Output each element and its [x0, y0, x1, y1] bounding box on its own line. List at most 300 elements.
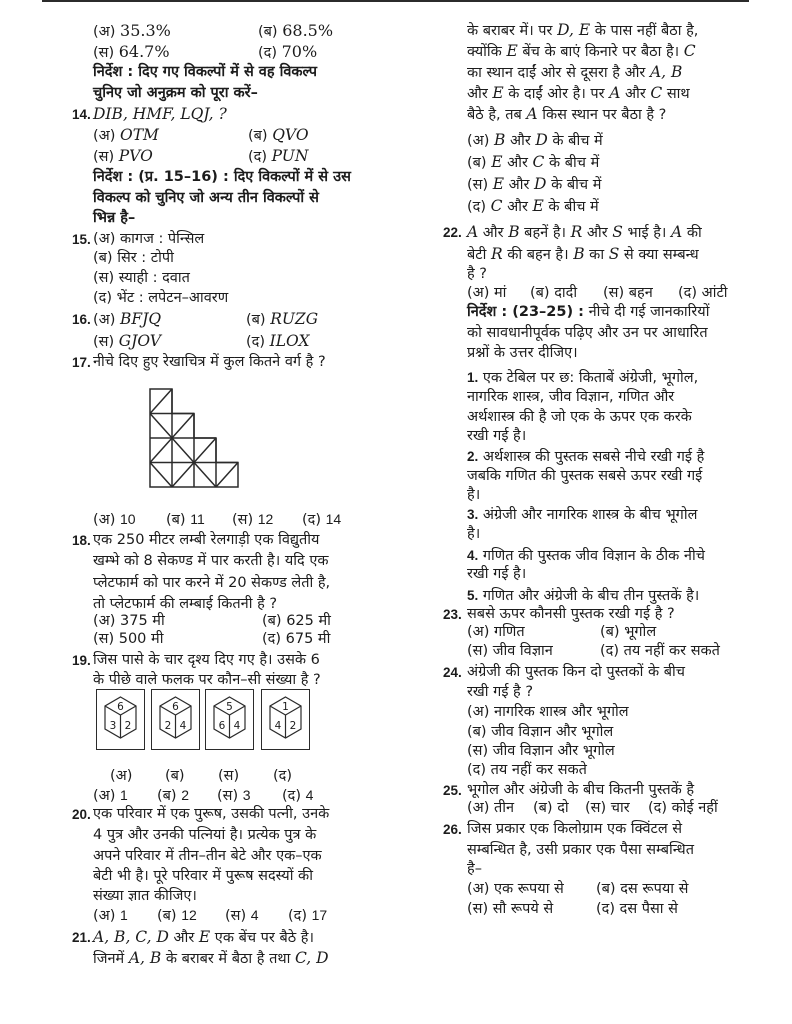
option-label: (स)	[603, 285, 625, 301]
option-label: (द)	[262, 631, 282, 647]
option-value: 1	[120, 787, 128, 803]
q13-option-a	[93, 20, 171, 41]
info-line: है।	[467, 526, 481, 542]
q20-option-d	[288, 905, 327, 926]
text: साथ	[662, 86, 690, 102]
q26-option-d	[596, 899, 678, 920]
math-text: R	[490, 245, 503, 263]
question-number: 21.	[72, 930, 91, 945]
option-label: (ब)	[166, 512, 186, 528]
math-text: A	[526, 105, 538, 123]
option-value: 4	[250, 907, 259, 923]
q26-option-c	[467, 899, 553, 920]
option-label: (द)	[288, 908, 308, 924]
option-label: (स)	[93, 334, 115, 350]
option-label: (अ)	[93, 788, 116, 804]
q16-option-b	[246, 309, 318, 330]
option-value: RUZG	[270, 310, 319, 328]
option-label: (अ)	[93, 24, 116, 40]
dice-caption: (अ)	[110, 768, 133, 784]
option-value: 12	[181, 907, 197, 923]
math-text: E	[492, 175, 505, 193]
dice-caption: (स)	[218, 768, 240, 784]
diagonal-line	[150, 389, 172, 414]
option-label: (अ)	[93, 613, 116, 629]
q23-option-d	[600, 641, 720, 662]
option-label: (द)	[600, 643, 620, 659]
option-label: (द)	[246, 334, 266, 350]
option-value: 500 मी	[118, 631, 164, 647]
math-text: C	[683, 42, 696, 60]
text: से क्या सम्बन्ध	[619, 247, 699, 263]
q21-line	[467, 41, 696, 62]
option-value: मां	[494, 285, 507, 301]
text: के बीच में	[546, 177, 602, 193]
option-value: 17	[311, 907, 328, 923]
q20-line: 4 पुत्र और उनकी पत्नियां है। प्रत्येक पुत्र के	[93, 827, 317, 843]
option-label: (ब)	[262, 613, 282, 629]
statement-number: 1.	[467, 370, 479, 385]
q14-option-b	[248, 125, 309, 146]
option-value: 625 मी	[286, 613, 331, 629]
diagonal-line	[172, 463, 194, 488]
direction-15-16-line: भिन्न है–	[93, 210, 136, 226]
text: और	[504, 177, 535, 193]
text: और	[467, 86, 493, 102]
text: बेटी	[467, 247, 491, 263]
question-number: 16.	[72, 312, 91, 327]
text: एक टेबिल पर छ: किताबें अंग्रेजी, भूगोल,	[482, 370, 699, 386]
q25-option-c	[585, 798, 630, 819]
q25-question: भूगोल और अंग्रेजी के बीच कितनी पुस्तकें है	[467, 782, 695, 798]
option-label: (ब)	[467, 724, 487, 740]
option-label: (अ)	[467, 285, 490, 301]
option-value: PVO	[118, 147, 153, 165]
option-label: (ब)	[157, 908, 177, 924]
cube-icon	[262, 690, 309, 749]
option-value: 375 मी	[120, 613, 165, 629]
q20-option-b	[157, 905, 197, 926]
option-label: (अ)	[93, 128, 116, 144]
q20-option-c	[225, 905, 259, 926]
math-text: C	[650, 84, 663, 102]
text: नीचे दी गई जानकारियों	[583, 304, 710, 320]
direction-14-line: चुनिए जो अनुक्रम को पूरा करें–	[93, 85, 258, 101]
q14-option-d	[248, 146, 308, 167]
q21-option-a	[467, 130, 603, 151]
text: अर्थशास्त्र की पुस्तक सबसे नीचे रखी गई है	[482, 449, 705, 465]
q19-option-a	[93, 785, 128, 806]
q21-line	[93, 948, 329, 969]
dice-view-a	[96, 689, 145, 750]
q24-option-d	[467, 760, 587, 781]
text: और	[478, 225, 509, 241]
math-text: A	[609, 84, 621, 102]
option-label: (द)	[648, 800, 668, 816]
option-label: (स)	[585, 800, 607, 816]
option-label: (ब)	[596, 881, 616, 897]
question-number: 22.	[443, 225, 462, 240]
text: किस स्थान पर बैठा है ?	[537, 107, 667, 123]
direction-23-25-line: प्रश्नों के उत्तर दीजिए।	[467, 345, 578, 361]
direction-15-16-line: विकल्प को चुनिए जो अन्य तीन विकल्पों से	[93, 190, 319, 206]
option-value: तीन	[494, 800, 515, 816]
option-value: भूगोल	[624, 624, 657, 640]
text: के बीच में	[544, 155, 600, 171]
q20-line: अपने परिवार में तीन–तीन बेटे और एक–एक	[93, 848, 322, 864]
q18-line: प्लेटफार्म को पार करने में 20 सेकण्ड लेती है,	[93, 575, 331, 591]
text: के दाईं ओर है। पर	[503, 86, 610, 102]
die-top-face: 6	[117, 701, 124, 713]
q21-option-d	[467, 196, 599, 217]
math-text: E	[491, 153, 503, 171]
option-label: (ब)	[600, 624, 620, 640]
q23-option-a	[467, 622, 525, 643]
option-label: (स)	[93, 149, 115, 165]
die-right-face: 4	[179, 720, 187, 732]
q16-option-d	[246, 331, 310, 352]
text: अंग्रेजी और नागरिक शास्त्र के बीच भूगोल	[482, 507, 698, 523]
q13-option-c	[93, 41, 170, 62]
option-value: बहन	[628, 285, 653, 301]
question-number: 26.	[443, 822, 462, 837]
statement-number: 5.	[467, 588, 479, 603]
option-label: (ब)	[530, 285, 550, 301]
option-value: 64.7%	[118, 42, 170, 61]
q24-line: अंग्रेजी की पुस्तक किन दो पुस्तकों के बीच	[467, 664, 686, 680]
text: गणित और अंग्रेजी के बीच तीन पुस्तकें है।	[482, 588, 700, 604]
q23-question: सबसे ऊपर कौनसी पुस्तक रखी गई है ?	[467, 606, 675, 622]
q17-option-d	[302, 509, 341, 530]
q25-option-a	[467, 798, 514, 819]
text: बेंच के बाएं किनारे पर बैठा है।	[517, 44, 684, 60]
math-text: C	[490, 197, 503, 215]
q18-line: तो प्लेटफार्म की लम्बाई कितनी है ?	[93, 596, 278, 612]
option-label: (ब)	[467, 155, 487, 171]
option-value: आंटी	[701, 285, 728, 301]
text: भाई है।	[622, 225, 672, 241]
diagonal-line	[150, 414, 172, 439]
direction-23-25-line	[467, 302, 709, 323]
option-label: (स)	[467, 901, 489, 917]
option-value: जीव विज्ञान और भूगोल	[491, 724, 614, 740]
die-left-face: 4	[274, 720, 282, 732]
cube-icon	[152, 690, 199, 749]
option-value: 3	[242, 787, 251, 803]
q21-line	[467, 62, 682, 83]
q16-option-c	[93, 331, 161, 352]
math-text: B	[508, 223, 520, 241]
option-label: (द)	[302, 512, 322, 528]
statement-number: 2.	[467, 449, 479, 464]
option-label: (ब)	[246, 312, 266, 328]
diagonal-line	[172, 414, 194, 439]
q19-option-d	[282, 785, 313, 806]
option-label: (द)	[93, 290, 113, 306]
text: और	[620, 86, 651, 102]
option-label: (द)	[678, 285, 698, 301]
dice-view-c	[205, 689, 254, 750]
option-label: (स)	[93, 45, 115, 61]
option-label: (अ)	[93, 512, 116, 528]
q22-line	[467, 222, 702, 243]
cube-icon	[97, 690, 144, 749]
math-text: D	[535, 131, 548, 149]
q16-option-a	[93, 309, 161, 330]
diagonal-line	[216, 463, 238, 488]
die-right-face: 4	[233, 720, 241, 732]
option-value: 675 मी	[285, 631, 331, 647]
text: बैठे है, तब	[467, 107, 527, 123]
option-label: (अ)	[93, 908, 116, 924]
option-value: 70%	[281, 42, 318, 61]
q14-series	[93, 104, 227, 125]
cube-icon	[206, 690, 253, 749]
option-label: (अ)	[467, 881, 490, 897]
option-label: (द)	[467, 199, 487, 215]
math-text: A, B	[649, 63, 683, 81]
text: का	[584, 247, 609, 263]
option-value: 4	[305, 787, 314, 803]
option-value: QVO	[272, 126, 309, 144]
info-line: है।	[467, 487, 481, 503]
q21-line	[467, 20, 698, 41]
die-left-face: 3	[109, 720, 117, 732]
info-statement-2	[467, 446, 704, 467]
math-text: R	[570, 223, 583, 241]
option-value: नागरिक शास्त्र और भूगोल	[494, 704, 629, 720]
q18-option-c	[93, 629, 163, 650]
option-value: जीव विज्ञान	[492, 643, 553, 659]
info-statement-3	[467, 504, 697, 525]
die-right-face: 2	[289, 720, 297, 732]
option-label: (ब)	[248, 128, 268, 144]
option-label: (स)	[467, 743, 489, 759]
q22-option-d	[678, 283, 728, 304]
option-label: (अ)	[467, 704, 490, 720]
text: का स्थान दाईं ओर से दूसरा है और	[467, 65, 650, 81]
q22-option-a	[467, 283, 506, 304]
top-rule	[42, 0, 749, 2]
q24-option-b	[467, 722, 613, 743]
option-value: जीव विज्ञान और भूगोल	[492, 743, 615, 759]
option-value: दस पैसा से	[619, 901, 678, 917]
statement-number: 4.	[467, 548, 479, 563]
diagonal-line	[150, 463, 172, 488]
die-right-face: 2	[124, 720, 132, 732]
question-number: 23.	[443, 607, 462, 622]
q19-line: जिस पासे के चार दृश्य दिए गए है। उसके 6	[93, 652, 320, 668]
q26-option-a	[467, 879, 564, 900]
option-value: कोई नहीं	[671, 800, 718, 816]
option-label: (अ)	[467, 800, 490, 816]
q25-option-b	[533, 798, 569, 819]
math-text: E	[506, 42, 518, 60]
diagonal-line	[194, 438, 216, 463]
q13-option-b	[258, 20, 333, 41]
option-label: (अ)	[467, 624, 490, 640]
text: के बीच में	[543, 199, 599, 215]
option-label: (स)	[217, 788, 239, 804]
q14-option-a	[93, 125, 159, 146]
text: के बीच में	[547, 133, 603, 149]
text: के पास नहीं बैठा है,	[590, 23, 699, 39]
die-top-face: 6	[172, 701, 179, 713]
math-text: S	[612, 223, 623, 241]
dice-caption: (द)	[273, 768, 293, 784]
math-text: D, E	[557, 21, 591, 39]
text: और	[505, 133, 536, 149]
q17-option-a	[93, 509, 136, 530]
option-label: (स)	[467, 643, 489, 659]
q26-option-b	[596, 879, 688, 900]
text: क्योंकि	[467, 44, 507, 60]
text: और	[502, 199, 533, 215]
info-line: नागरिक शास्त्र, जीव विज्ञान, गणित और	[467, 389, 675, 405]
q22-line: है ?	[467, 266, 488, 282]
option-label: (द)	[596, 901, 616, 917]
option-value: भेंट : लपेटन–आवरण	[116, 290, 229, 306]
q24-option-a	[467, 702, 629, 723]
info-line: रखी गई है।	[467, 566, 527, 582]
q15-option-b	[93, 248, 174, 269]
q19-option-c	[217, 785, 251, 806]
option-label: (ब)	[258, 24, 278, 40]
q23-option-c	[467, 641, 553, 662]
option-label: (स)	[232, 512, 254, 528]
letter-series: DIB, HMF, LQJ, ?	[93, 105, 227, 123]
die-left-face: 2	[164, 720, 172, 732]
info-line: रखी गई है।	[467, 428, 527, 444]
q15-option-d	[93, 288, 228, 309]
option-value: 1	[120, 907, 128, 923]
q22-line	[467, 244, 699, 265]
math-text: E	[198, 928, 211, 946]
direction-heading: निर्देश : (23–25) :	[467, 304, 584, 320]
question-number: 14.	[72, 107, 91, 122]
q23-option-b	[600, 622, 656, 643]
text: एक बेंच पर बैठे है।	[210, 930, 314, 946]
q22-option-c	[603, 283, 653, 304]
text: और	[582, 225, 613, 241]
dice-view-d	[261, 689, 310, 750]
option-label: (स)	[467, 177, 489, 193]
die-top-face: 1	[282, 701, 289, 713]
text: की	[682, 225, 702, 241]
q21-option-c	[467, 174, 601, 195]
option-value: OTM	[120, 126, 159, 144]
question-number: 25.	[443, 783, 462, 798]
direction-14-line: निर्देश : दिए गए विकल्पों में से वह विकल्प	[93, 64, 318, 80]
option-value: दो	[557, 800, 569, 816]
q15-option-c	[93, 268, 190, 289]
math-text: E	[532, 197, 544, 215]
option-label: (ब)	[157, 788, 177, 804]
option-label: (स)	[93, 270, 115, 286]
q26-line: सम्बन्धित है, उसी प्रकार एक पैसा सम्बन्धित	[467, 842, 694, 858]
option-value: 10	[120, 511, 136, 527]
text: और	[502, 155, 533, 171]
option-label: (ब)	[93, 250, 113, 266]
dice-view-b	[151, 689, 200, 750]
q18-option-d	[262, 629, 330, 650]
info-line: जबकि गणित की पुस्तक सबसे ऊपर रखी गई	[467, 468, 703, 484]
info-line: अर्थशास्त्र की है जो एक के ऊपर एक करके	[467, 409, 692, 425]
text: की बहन है।	[502, 247, 574, 263]
q24-option-c	[467, 741, 615, 762]
option-value: 11	[190, 511, 205, 527]
option-label: (स)	[225, 908, 247, 924]
q17-option-b	[166, 509, 205, 530]
q14-option-c	[93, 146, 153, 167]
q18-line: एक 250 मीटर लम्बी रेलगाड़ी एक विद्युतीय	[93, 532, 320, 548]
option-value: BFJQ	[120, 310, 162, 328]
math-text: A, B	[128, 949, 162, 967]
text: के बराबर में। पर	[467, 23, 558, 39]
math-text: B	[573, 245, 585, 263]
q19-line: के पीछे वाले फलक पर कौन–सी संख्या है ?	[93, 672, 321, 688]
math-text: A	[671, 223, 683, 241]
q13-option-d	[258, 41, 317, 62]
option-value: सौ रूपये से	[492, 901, 554, 917]
option-value: गणित	[494, 624, 525, 640]
option-value: स्याही : दवात	[118, 270, 190, 286]
info-statement-1	[467, 367, 698, 388]
option-value: 12	[257, 511, 274, 527]
math-text: S	[608, 245, 620, 263]
option-value: सिर : टोपी	[117, 250, 174, 266]
q22-option-b	[530, 283, 577, 304]
squares-figure	[149, 388, 239, 488]
option-value: चार	[610, 800, 630, 816]
question-number: 24.	[443, 665, 462, 680]
option-value: कागज : पेन्सिल	[120, 231, 205, 247]
direction-23-25-line: को सावधानीपूर्वक पढ़िए और उन पर आधारित	[467, 325, 708, 341]
option-value: तय नहीं कर सकते	[623, 643, 720, 659]
info-statement-4	[467, 545, 705, 566]
q20-line: बेटी भी है। पूरे परिवार में पुरूष सदस्यों की	[93, 868, 313, 884]
option-value: तय नहीं कर सकते	[490, 762, 587, 778]
option-value: ILOX	[269, 332, 310, 350]
dice-caption: (ब)	[165, 768, 185, 784]
info-statement-5	[467, 585, 699, 606]
option-label: (ब)	[533, 800, 553, 816]
text: गणित की पुस्तक जीव विज्ञान के ठीक नीचे	[482, 548, 705, 564]
math-text: C, D	[295, 949, 329, 967]
option-value: 35.3%	[120, 21, 171, 40]
math-text: E	[492, 84, 504, 102]
question-number: 15.	[72, 232, 91, 247]
q25-option-d	[648, 798, 718, 819]
option-label: (अ)	[467, 133, 490, 149]
question-number: 20.	[72, 807, 91, 822]
question-number: 18.	[72, 533, 91, 548]
math-text: D	[534, 175, 547, 193]
text: के बराबर में बैठा है तथा	[161, 951, 295, 967]
math-text: C	[532, 153, 545, 171]
q26-line: है–	[467, 861, 482, 877]
die-top-face: 5	[226, 701, 233, 713]
q26-line: जिस प्रकार एक किलोग्राम एक क्विंटल से	[467, 821, 683, 837]
math-text: A, B, C, D	[93, 928, 169, 946]
option-value: 2	[181, 787, 189, 803]
question-number: 17.	[72, 355, 91, 370]
option-label: (द)	[282, 788, 302, 804]
question-number: 19.	[72, 653, 91, 668]
math-text: B	[494, 131, 506, 149]
text: जिनमें	[93, 951, 129, 967]
q17-option-c	[232, 509, 273, 530]
